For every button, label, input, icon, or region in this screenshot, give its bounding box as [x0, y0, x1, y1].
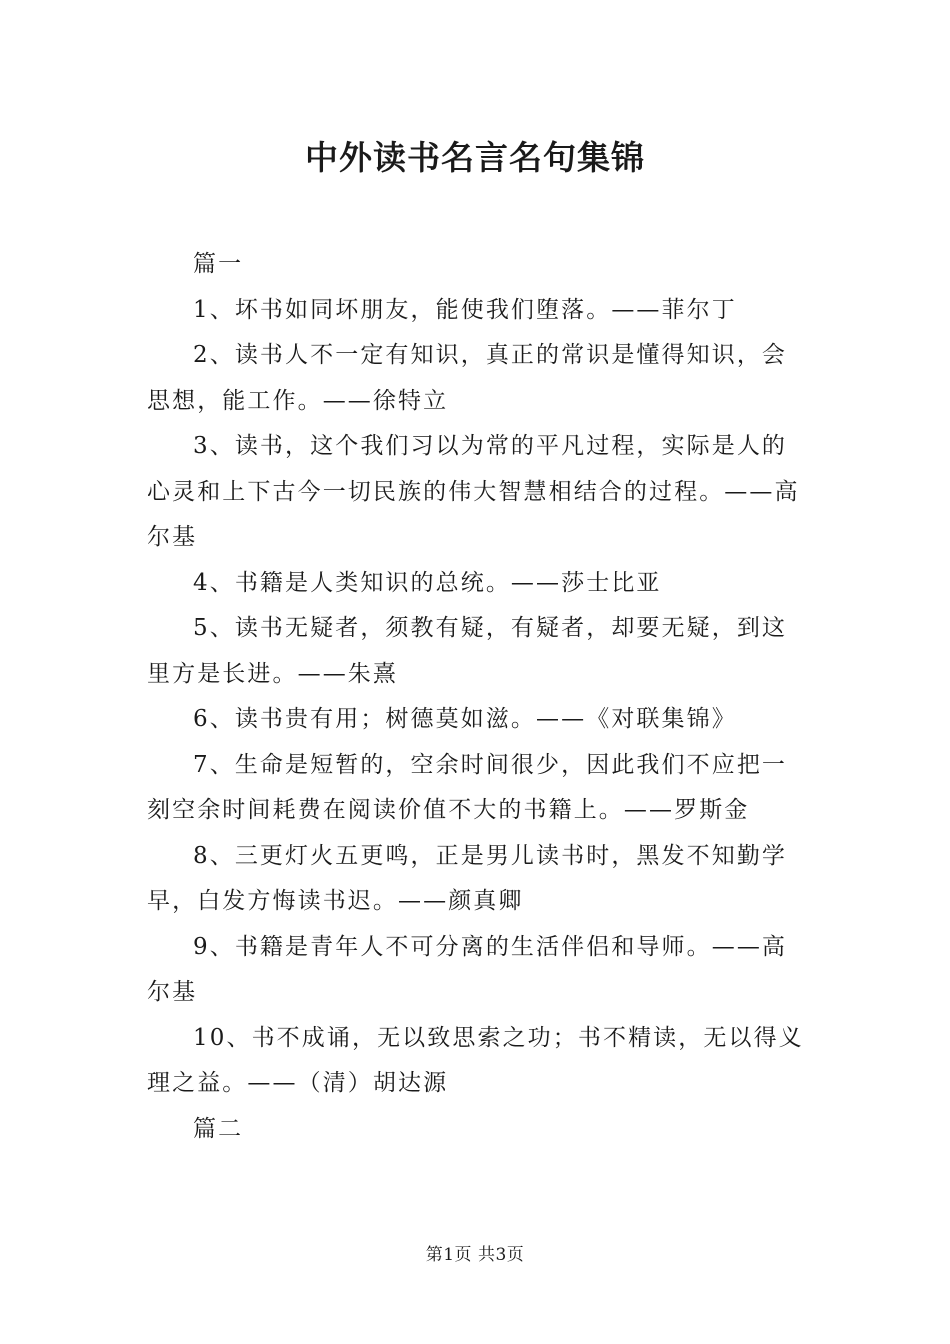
- quote-paragraph: 5、读书无疑者，须教有疑，有疑者，却要无疑，到这里方是长进。——朱熹: [147, 615, 788, 687]
- section-heading: 篇二: [193, 1115, 244, 1142]
- quote-paragraph: 6、读书贵有用；树德莫如滋。——《对联集锦》: [193, 706, 737, 732]
- quote-paragraph: 2、读书人不一定有知识，真正的常识是懂得知识，会思想，能工作。——徐特立: [147, 342, 788, 414]
- quote-paragraph: 1、坏书如同坏朋友，能使我们堕落。——菲尔丁: [193, 296, 737, 323]
- section-heading: 篇一: [193, 251, 244, 277]
- quote-paragraph: 9、书籍是青年人不可分离的生活伴侣和导师。——高尔基: [147, 933, 788, 1005]
- quote-paragraph: 8、三更灯火五更鸣，正是男儿读书时，黑发不知勤学早，白发方悔读书迟。——颜真卿: [147, 842, 788, 914]
- page-footer: 第1页 共3页: [425, 1245, 525, 1265]
- document-body: [147, 242, 807, 1152]
- quote-paragraph: 4、书籍是人类知识的总统。——莎士比亚: [193, 569, 662, 596]
- quote-paragraph: 10、书不成诵，无以致思索之功；书不精读，无以得义理之益。——（清）胡达源: [147, 1024, 804, 1096]
- document-title: 中外读书名言名句集锦: [305, 138, 645, 177]
- quote-paragraph: 3、读书，这个我们习以为常的平凡过程，实际是人的心灵和上下古今一切民族的伟大智慧相结合的过程。——高尔基: [147, 433, 800, 550]
- quote-paragraph: 7、生命是短暂的，空余时间很少，因此我们不应把一刻空余时间耗费在阅读价值不大的书籍上。——罗斯金: [147, 751, 788, 823]
